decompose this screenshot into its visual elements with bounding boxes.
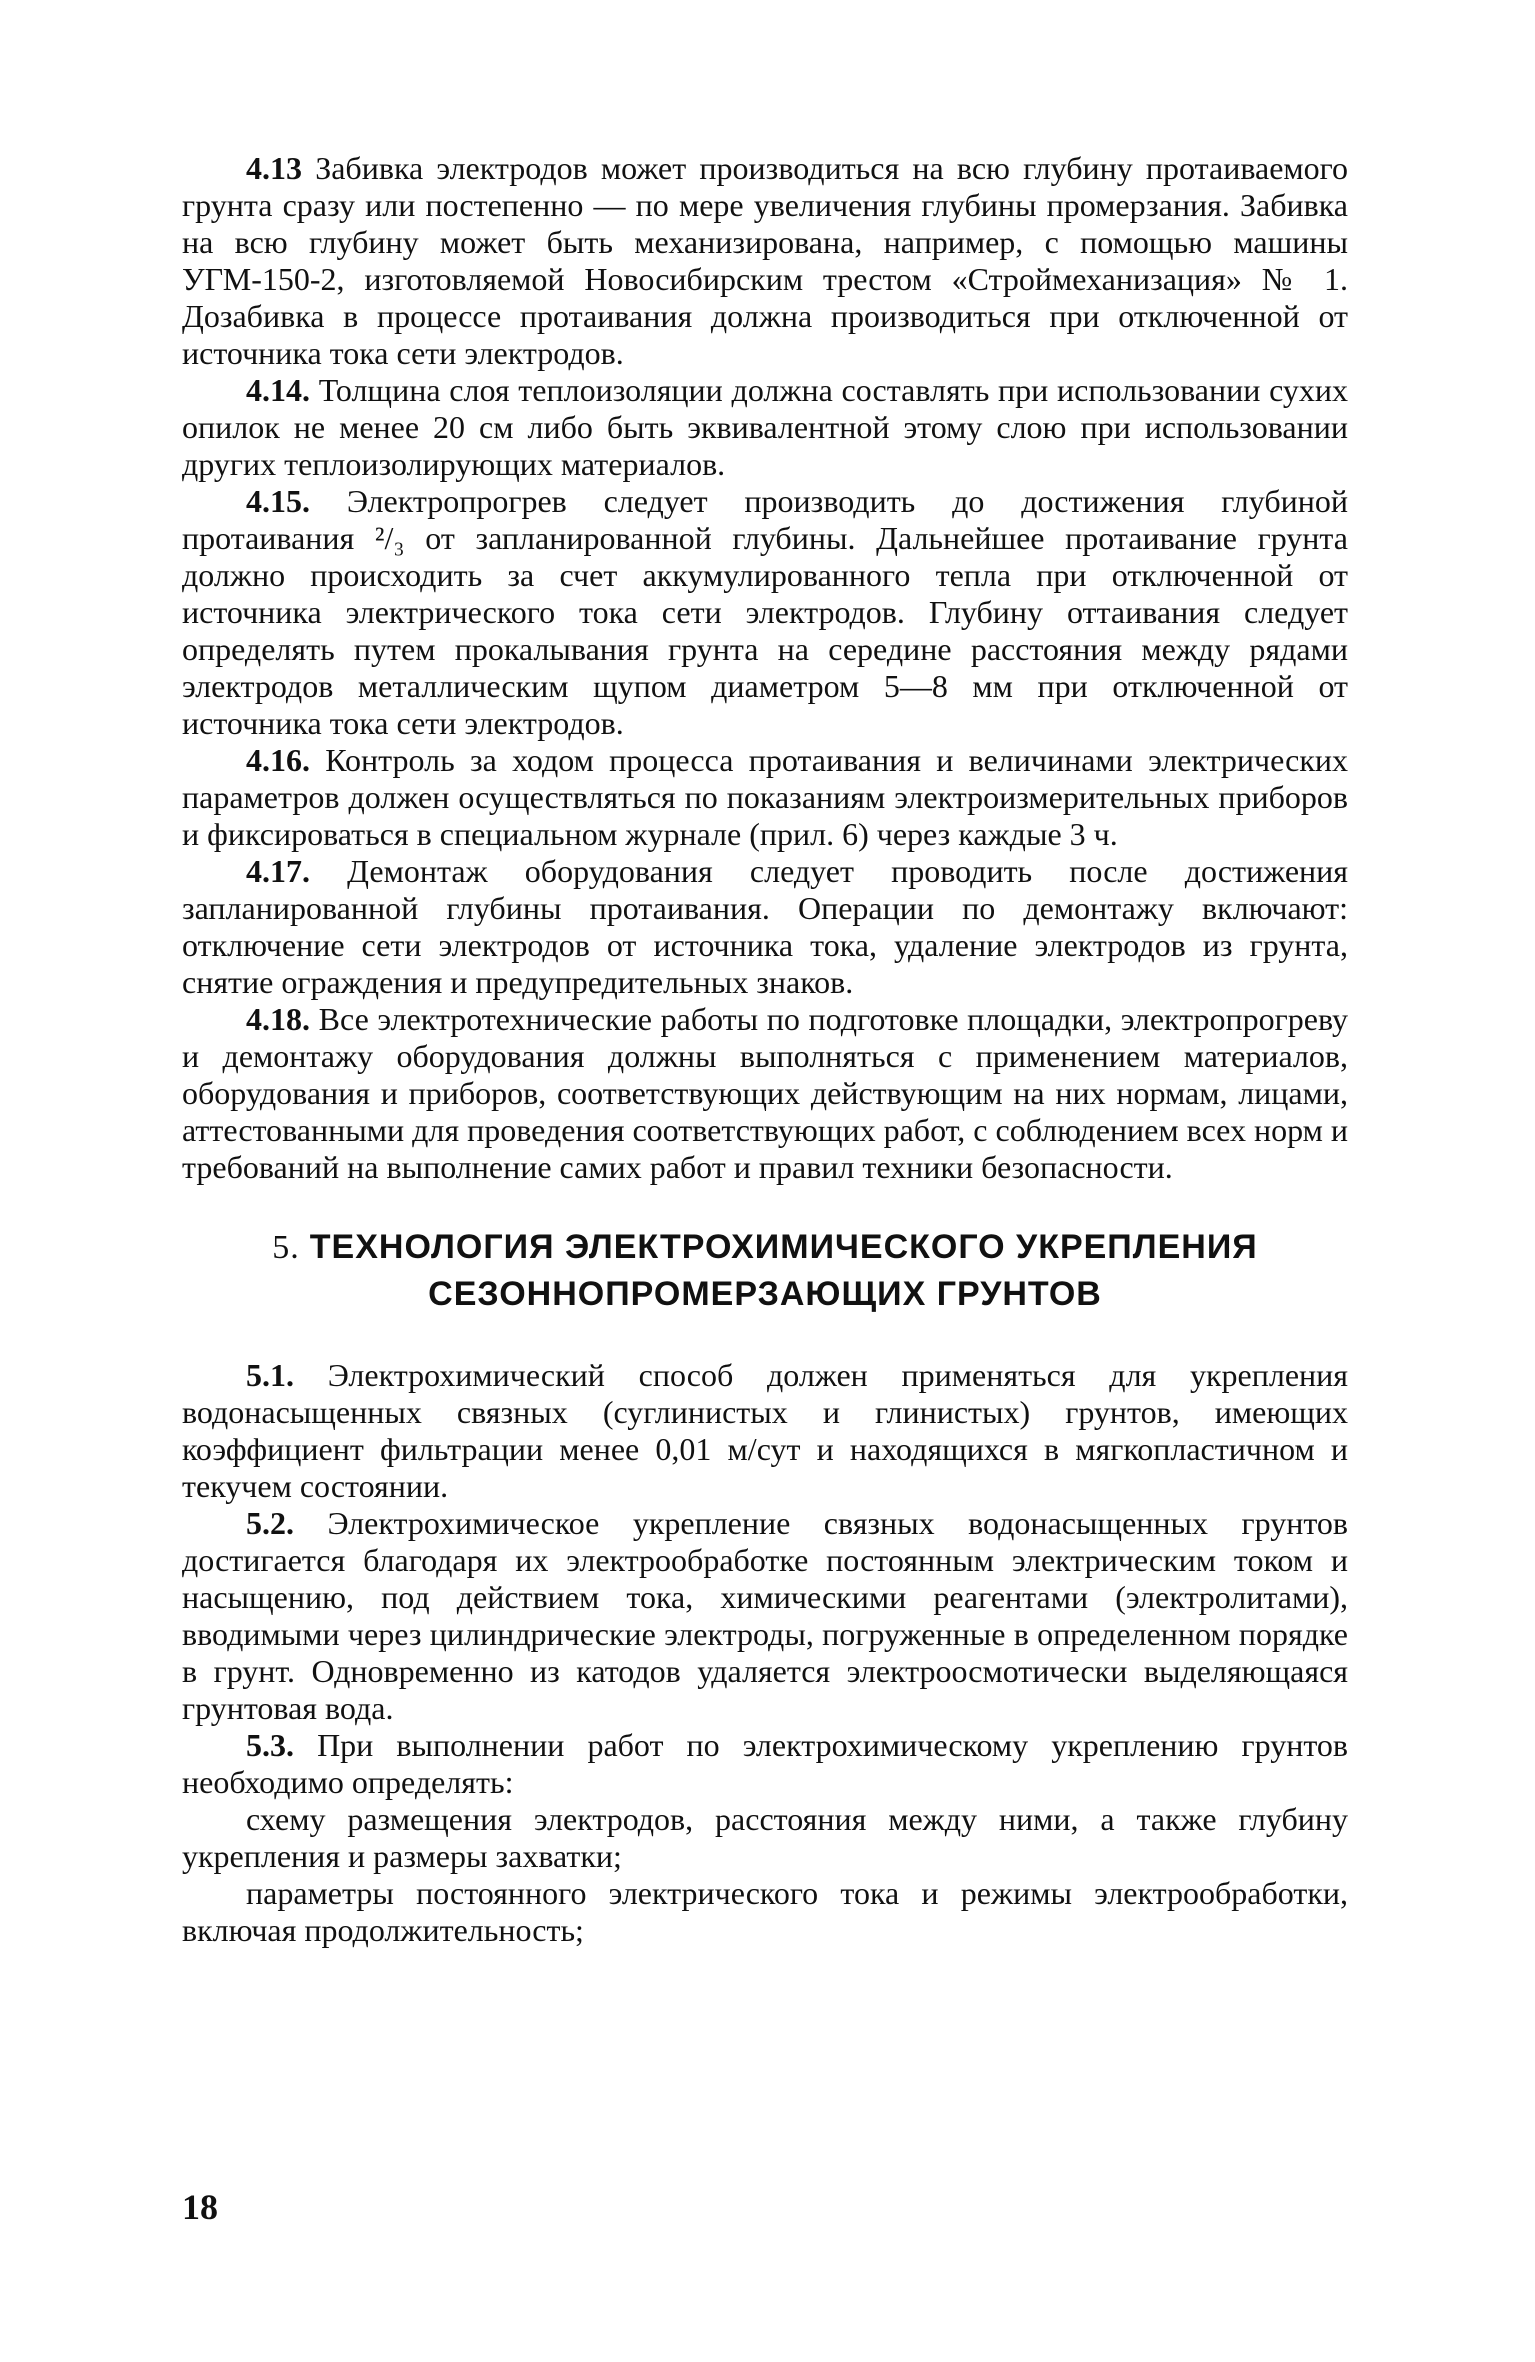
paragraph-4-16 <box>182 742 1348 853</box>
page-content <box>182 150 1348 1949</box>
paragraph-5-1 <box>182 1357 1348 1505</box>
section-title-line2: СЕЗОННОПРОМЕРЗАЮЩИХ ГРУНТОВ <box>428 1275 1102 1313</box>
paragraph-4-14 <box>182 372 1348 483</box>
paragraph-text: При выполнении работ по электрохимическому укреплению грунтов необходимо определять: <box>182 1727 1348 1800</box>
paragraph-text: Электрохимический способ должен применяться для укрепления водонасыщенных связных (суглинистых и глинистых) грунтов, имеющих коэффициент фильтрации менее 0,01 м/сут и находящихся в мягкопластичном и текучем состоянии. <box>182 1357 1348 1504</box>
paragraph-text: Все электротехнические работы по подготовке площадки, электропрогреву и демонтажу оборудования должны выполняться с применением материалов, оборудования и приборов, соответствующих действующим на них нормам, лицами, аттестованными для проведения соответствующих работ, с соблюдением всех норм и требований на выполнение самих работ и правил техники безопасности. <box>182 1001 1348 1185</box>
paragraph-text: Электрохимическое укрепление связных водонасыщенных грунтов достигается благодаря их электрообработке постоянным электрическим током и насыщению, под действием тока, химическими реагентами (электролитами), вводимыми через цилиндрические электроды, погруженные в определенном порядке в грунт. Одновременно из катодов удаляется электроосмотически выделяющаяся грунтовая вода. <box>182 1505 1348 1726</box>
list-item <box>182 1875 1348 1949</box>
paragraph-number: 4.17. <box>246 853 310 889</box>
section-title-line1: ТЕХНОЛОГИЯ ЭЛЕКТРОХИМИЧЕСКОГО УКРЕПЛЕНИЯ <box>309 1228 1258 1266</box>
paragraph-text: Электропрогрев следует производить до достижения глубиной протаивания ²/₃ от запланированной глубины. Дальнейшее протаивание грунта должно происходить за счет аккумулированного тепла при отключенной от источника электрического тока сети электродов. Глубину оттаивания следует определять путем прокалывания грунта на середине расстояния между рядами электродов металлическим щупом диаметром 5—8 мм при отключенной от источника тока сети электродов. <box>182 483 1348 741</box>
paragraph-4-15 <box>182 483 1348 742</box>
paragraph-5-3 <box>182 1727 1348 1801</box>
paragraph-4-17 <box>182 853 1348 1001</box>
paragraph-number: 4.15. <box>246 483 310 519</box>
paragraph-text: параметры постоянного электрического тока и режимы электрообработки, включая продолжительность; <box>182 1875 1348 1948</box>
paragraph-4-13 <box>182 150 1348 372</box>
section-heading-line1 <box>182 1224 1348 1271</box>
paragraph-number: 4.14. <box>246 372 310 408</box>
section-number: 5. <box>272 1229 300 1266</box>
paragraph-5-2 <box>182 1505 1348 1727</box>
paragraph-4-18 <box>182 1001 1348 1186</box>
paragraph-number: 5.3. <box>246 1727 294 1763</box>
paragraph-number: 5.2. <box>246 1505 294 1541</box>
paragraph-text: Демонтаж оборудования следует проводить после достижения запланированной глубины протаивания. Операции по демонтажу включают: отключение сети электродов от источника тока, удаление электродов из грунта, снятие ограждения и предупредительных знаков. <box>182 853 1348 1000</box>
paragraph-number: 4.13 <box>246 150 302 186</box>
section-heading <box>182 1224 1348 1317</box>
page-number: 18 <box>182 2187 218 2227</box>
paragraph-number: 4.18. <box>246 1001 310 1037</box>
list-item <box>182 1801 1348 1875</box>
paragraph-number: 5.1. <box>246 1357 294 1393</box>
paragraph-text: Контроль за ходом процесса протаивания и величинами электрических параметров должен осуществляться по показаниям электроизмерительных приборов и фиксироваться в специальном журнале (прил. 6) через каждые 3 ч. <box>182 742 1348 852</box>
paragraph-text: Забивка электродов может производиться на всю глубину протаиваемого грунта сразу или постепенно — по мере увеличения глубины промерзания. Забивка на всю глубину может быть механизирована, например, с помощью машины УГМ-150-2, изготовляемой Новосибирским трестом «Строймеханизация» № 1. Дозабивка в процессе протаивания должна производиться при отключенной от источника тока сети электродов. <box>182 150 1348 371</box>
paragraph-text: Толщина слоя теплоизоляции должна составлять при использовании сухих опилок не менее 20 см либо быть эквивалентной этому слою при использовании других теплоизолирующих материалов. <box>182 372 1348 482</box>
paragraph-text: схему размещения электродов, расстояния между ними, а также глубину укрепления и размеры захватки; <box>182 1801 1348 1874</box>
paragraph-number: 4.16. <box>246 742 310 778</box>
